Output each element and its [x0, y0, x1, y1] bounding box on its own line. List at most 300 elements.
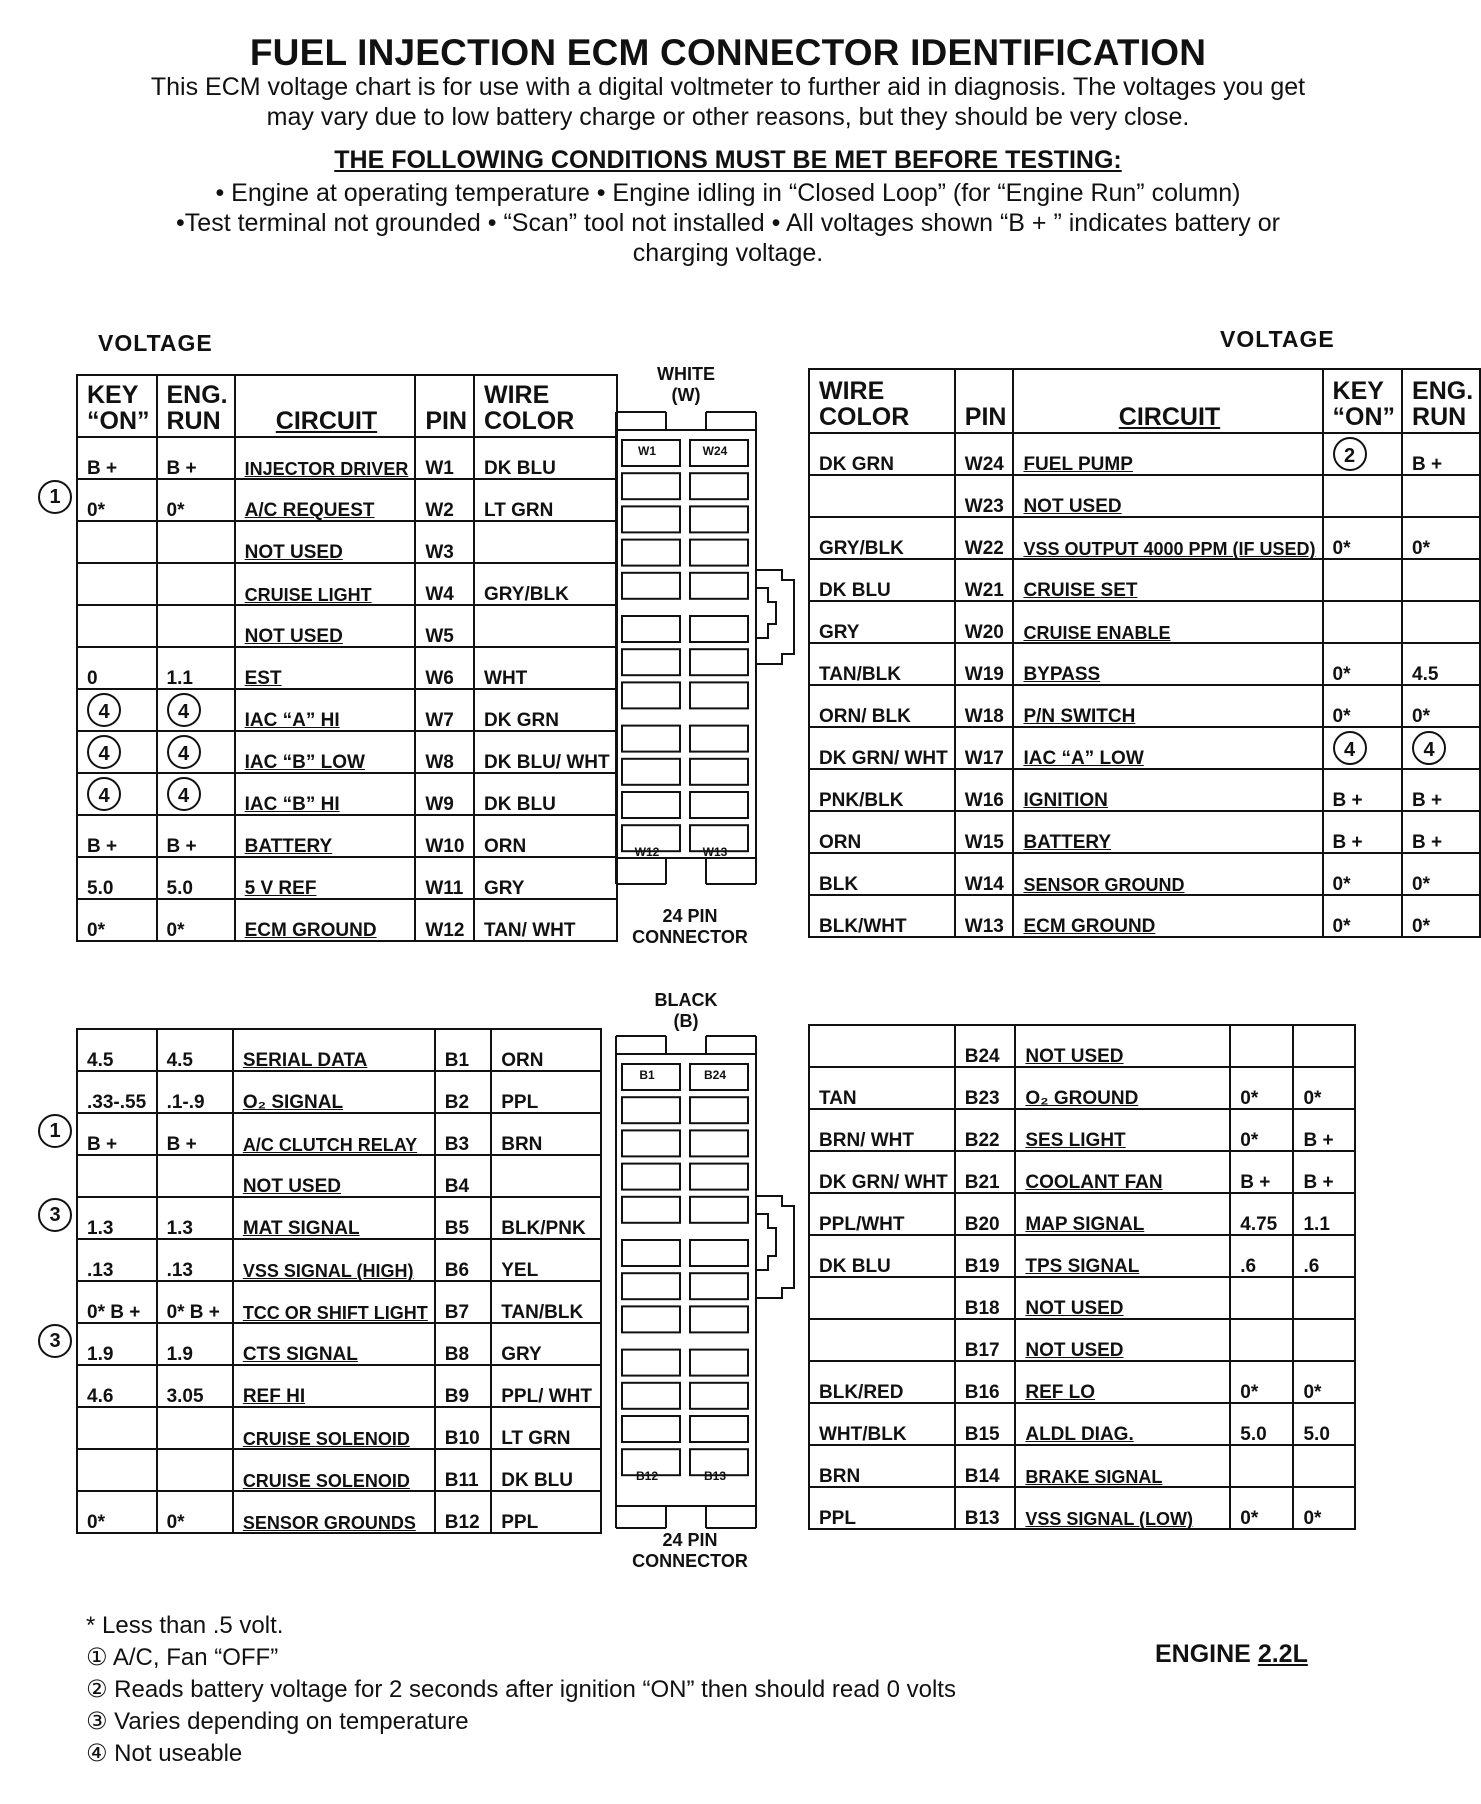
engine-prefix: ENGINE	[1155, 1640, 1251, 1668]
cell-text: W18	[964, 706, 1004, 727]
cell-key-on	[1323, 853, 1403, 895]
footnote-marker-3: 3	[38, 1324, 72, 1358]
cell-eng-run	[1293, 1445, 1355, 1487]
cell-text: B10	[444, 1428, 480, 1449]
note-circle-4: 4	[1412, 731, 1446, 765]
cell-wire	[809, 811, 955, 853]
cell-text: BRAKE SIGNAL	[1025, 1467, 1163, 1487]
cell-eng-run	[157, 563, 235, 605]
cell-key-on	[1230, 1403, 1293, 1445]
header-key-on-line1: KEY	[87, 381, 139, 409]
table-row	[809, 601, 1480, 643]
cell-wire	[491, 1449, 601, 1491]
cell-wire	[474, 899, 617, 941]
cell-key-on	[77, 1449, 157, 1491]
cell-circuit	[235, 857, 416, 899]
cell-text: W5	[425, 626, 454, 647]
cell-circuit	[235, 773, 416, 815]
cell-eng-run	[157, 1113, 233, 1155]
cell-text: 1.3	[87, 1218, 114, 1239]
black-connector-diagram	[610, 1016, 810, 1536]
cell-wire	[809, 1109, 955, 1151]
pin-cavity	[690, 1197, 748, 1223]
cell-text: NOT USED	[1025, 1298, 1124, 1319]
cell-circuit	[233, 1113, 435, 1155]
note-circle-4: 4	[87, 735, 121, 769]
cell-wire	[809, 1403, 955, 1445]
cell-text: B13	[964, 1508, 1000, 1529]
cell-eng-run	[1293, 1487, 1355, 1529]
pin-cavity	[622, 1097, 680, 1123]
table-row	[809, 517, 1480, 559]
cell-text: SENSOR GROUND	[1023, 875, 1185, 895]
cell-key-on	[1230, 1025, 1293, 1067]
cell-text: B20	[964, 1214, 1000, 1235]
cell-text: O₂ GROUND	[1025, 1088, 1139, 1109]
cell-pin	[415, 521, 474, 563]
note-circle-4: 4	[167, 735, 201, 769]
header-pin: PIN	[415, 375, 474, 437]
table-row	[77, 1365, 601, 1407]
header-eng-run-line1: ENG.	[1412, 377, 1474, 405]
cell-text: 1.1	[1303, 1214, 1330, 1235]
cell-pin	[415, 857, 474, 899]
cell-pin	[435, 1029, 491, 1071]
cell-pin	[435, 1155, 491, 1197]
pin-cavity	[622, 1416, 680, 1442]
engine-label	[1155, 1640, 1308, 1669]
pin-cavity	[690, 726, 748, 752]
cell-wire	[474, 689, 617, 731]
cell-circuit	[233, 1071, 435, 1113]
cell-circuit	[235, 521, 416, 563]
cell-key-on	[1323, 643, 1403, 685]
table-row	[809, 1151, 1355, 1193]
cell-text: ECM GROUND	[244, 920, 377, 941]
cell-text: B +	[166, 458, 197, 479]
cell-circuit	[1013, 643, 1322, 685]
cell-circuit	[1013, 727, 1322, 769]
cell-wire	[491, 1407, 601, 1449]
cell-pin	[955, 769, 1014, 811]
cell-wire	[491, 1281, 601, 1323]
cell-text: 0*	[166, 920, 185, 941]
cell-key-on	[77, 1113, 157, 1155]
cell-text: P/N SWITCH	[1023, 706, 1136, 727]
cell-text: O₂ SIGNAL	[242, 1092, 344, 1113]
cell-wire	[491, 1029, 601, 1071]
header-wire-line2: COLOR	[484, 407, 575, 435]
cell-text: B24	[964, 1046, 1000, 1067]
legend-item: * Less than .5 volt.	[86, 1612, 284, 1639]
pin-cavity	[622, 1306, 680, 1332]
cell-key-on	[77, 1239, 157, 1281]
note-circle-4: 4	[87, 777, 121, 811]
cell-eng-run	[157, 1323, 233, 1365]
cell-pin	[955, 727, 1014, 769]
cell-eng-run	[1402, 475, 1480, 517]
cell-text: B18	[964, 1298, 1000, 1319]
cell-text: BRN	[501, 1134, 543, 1155]
cell-eng-run	[1293, 1235, 1355, 1277]
cell-text: DK GRN	[484, 710, 559, 731]
cell-text: ORN/ BLK	[819, 706, 911, 727]
cell-text: GRY	[501, 1344, 542, 1365]
cell-text: W21	[964, 580, 1004, 601]
cell-text: 1.3	[166, 1218, 193, 1239]
cell-text: W8	[425, 752, 454, 773]
table-row	[809, 769, 1480, 811]
pin-label-w24: W24	[702, 444, 728, 458]
cell-pin	[415, 437, 474, 479]
conditions-line-2: •Test terminal not grounded • “Scan” tool not installed • All voltages shown “B + ” indicates battery or	[176, 209, 1280, 237]
cell-eng-run	[157, 773, 235, 815]
cell-key-on	[1323, 685, 1403, 727]
cell-eng-run	[157, 647, 235, 689]
cell-pin	[955, 1319, 1016, 1361]
cell-text: GRY	[484, 878, 525, 899]
cell-pin	[435, 1113, 491, 1155]
cell-text: NOT USED	[1025, 1340, 1124, 1361]
cell-pin	[435, 1491, 491, 1533]
pin-label-b12: B12	[635, 1469, 658, 1483]
cell-text: W11	[425, 878, 464, 899]
cell-pin	[415, 773, 474, 815]
cell-wire	[474, 815, 617, 857]
cell-pin	[955, 643, 1014, 685]
cell-text: 0*	[1412, 538, 1430, 559]
cell-eng-run	[157, 1449, 233, 1491]
header-key-on-line2: “ON”	[87, 407, 150, 435]
pin-cavity	[622, 649, 680, 675]
cell-text: W24	[964, 454, 1004, 475]
cell-text: B +	[1303, 1130, 1334, 1151]
cell-text: ALDL DIAG.	[1025, 1424, 1134, 1445]
cell-eng-run	[1293, 1277, 1355, 1319]
cell-pin	[415, 605, 474, 647]
cell-key-on	[77, 689, 157, 731]
cell-eng-run	[157, 1029, 233, 1071]
cell-circuit	[233, 1029, 435, 1071]
cell-pin	[435, 1281, 491, 1323]
black-connector-right-table	[808, 1024, 1356, 1530]
cell-eng-run	[157, 1281, 233, 1323]
pin-cavity	[690, 1306, 748, 1332]
cell-circuit	[235, 731, 416, 773]
pin-cavity	[622, 1130, 680, 1156]
cell-wire	[809, 1277, 955, 1319]
cell-text: CRUISE SET	[1023, 580, 1138, 601]
cell-circuit	[1015, 1277, 1230, 1319]
cell-pin	[955, 1109, 1016, 1151]
cell-circuit	[1013, 475, 1322, 517]
cell-text: B14	[964, 1466, 1000, 1487]
cell-text: W6	[425, 668, 454, 689]
pin-cavity	[690, 1416, 748, 1442]
cell-text: PNK/BLK	[819, 790, 904, 811]
cell-text: DK BLU	[501, 1470, 573, 1491]
cell-key-on	[1323, 601, 1403, 643]
cell-key-on	[1230, 1109, 1293, 1151]
black-connector-footer	[610, 1530, 770, 1572]
pin-cavity	[622, 1273, 680, 1299]
table-row	[809, 1319, 1355, 1361]
cell-text: W13	[964, 916, 1004, 937]
header-eng-run	[157, 375, 235, 437]
table-row	[809, 1487, 1355, 1529]
cell-text: TAN/BLK	[819, 664, 901, 685]
cell-circuit	[235, 563, 416, 605]
table-header	[77, 375, 617, 437]
cell-text: ORN	[819, 832, 862, 853]
footnote-marker-1: 1	[38, 1114, 72, 1148]
cell-text: NOT USED	[242, 1176, 341, 1197]
cell-eng-run	[1402, 895, 1480, 937]
white-connector-label-line2: (W)	[671, 385, 701, 405]
cell-wire	[474, 437, 617, 479]
pin-label-w12: W12	[634, 845, 660, 859]
cell-text: 0*	[1412, 916, 1430, 937]
cell-text: 4.5	[166, 1050, 193, 1071]
cell-wire	[491, 1239, 601, 1281]
cell-pin	[415, 899, 474, 941]
table-row	[809, 1067, 1355, 1109]
cell-circuit	[235, 899, 416, 941]
table-row	[809, 1193, 1355, 1235]
cell-eng-run	[157, 1071, 233, 1113]
black-connector-label-line2: (B)	[673, 1011, 699, 1031]
table-row	[77, 1407, 601, 1449]
cell-circuit	[1013, 769, 1322, 811]
cell-text: W23	[964, 496, 1004, 517]
table-row	[809, 895, 1480, 937]
cell-text: TAN/BLK	[501, 1302, 584, 1323]
cell-circuit	[1015, 1151, 1230, 1193]
cell-text: WHT/BLK	[819, 1424, 907, 1445]
cell-pin	[415, 479, 474, 521]
header-wire-color	[474, 375, 617, 437]
cell-key-on	[1323, 769, 1403, 811]
cell-pin	[955, 853, 1014, 895]
cell-text: BLK/RED	[819, 1382, 904, 1403]
cell-eng-run	[157, 1197, 233, 1239]
cell-circuit	[235, 647, 416, 689]
cell-text: 0*	[1240, 1088, 1259, 1109]
cell-circuit	[1013, 853, 1322, 895]
cell-key-on	[1230, 1067, 1293, 1109]
cell-key-on	[1230, 1487, 1293, 1529]
intro-line-2: may vary due to low battery charge or other reasons, but they should be very close.	[266, 103, 1190, 131]
cell-pin	[955, 895, 1014, 937]
cell-key-on	[1230, 1235, 1293, 1277]
cell-eng-run	[157, 1365, 233, 1407]
cell-wire	[809, 475, 955, 517]
pin-cavity	[690, 759, 748, 785]
cell-text: W20	[964, 622, 1004, 643]
pin-label-w13: W13	[702, 845, 728, 859]
cell-text: 1.9	[166, 1344, 193, 1365]
cell-eng-run	[1293, 1151, 1355, 1193]
cell-text: W17	[964, 748, 1004, 769]
pin-cavity	[690, 682, 748, 708]
pin-cavity	[690, 573, 748, 599]
cell-circuit	[233, 1449, 435, 1491]
note-circle-4: 4	[1333, 731, 1367, 765]
cell-wire	[474, 605, 617, 647]
cell-text: EST	[244, 668, 282, 689]
cell-wire	[809, 433, 955, 475]
cell-wire	[491, 1155, 601, 1197]
pin-cavity	[622, 726, 680, 752]
cell-pin	[955, 601, 1014, 643]
cell-text: PPL	[501, 1512, 539, 1533]
cell-text: 5.0	[166, 878, 193, 899]
cell-circuit	[1013, 517, 1322, 559]
cell-wire	[474, 773, 617, 815]
table-row	[809, 1403, 1355, 1445]
cell-key-on	[77, 1407, 157, 1449]
cell-text: PPL/WHT	[819, 1214, 905, 1235]
footnote-marker-1: 1	[38, 480, 72, 514]
table-header	[809, 369, 1480, 433]
cell-text: MAP SIGNAL	[1025, 1214, 1145, 1235]
pin-cavity	[690, 1350, 748, 1376]
header-wire-line1: WIRE	[819, 377, 885, 405]
cell-text: CTS SIGNAL	[242, 1344, 358, 1365]
cell-text: 0*	[1332, 874, 1351, 895]
table-row	[77, 563, 617, 605]
cell-eng-run	[157, 1491, 233, 1533]
header-wire-line2: COLOR	[819, 403, 910, 431]
cell-text: DK BLU	[484, 794, 556, 815]
cell-wire	[809, 1025, 955, 1067]
cell-eng-run	[157, 857, 235, 899]
cell-text: VSS SIGNAL (LOW)	[1025, 1509, 1194, 1529]
black-connector-footer-line2: CONNECTOR	[632, 1551, 748, 1571]
table-row	[809, 1109, 1355, 1151]
cell-wire	[491, 1113, 601, 1155]
cell-text: B23	[964, 1088, 1000, 1109]
cell-eng-run	[157, 731, 235, 773]
cell-text: W4	[425, 584, 454, 605]
table-row	[809, 727, 1480, 769]
table-row	[809, 1235, 1355, 1277]
cell-eng-run	[157, 1239, 233, 1281]
cell-text: B7	[444, 1302, 470, 1323]
white-connector-label-line1: WHITE	[657, 364, 715, 384]
black-connector-label-line1: BLACK	[654, 990, 718, 1010]
cell-text: 0*	[1303, 1088, 1322, 1109]
table-row	[77, 521, 617, 563]
pin-cavity	[690, 473, 748, 499]
cell-wire	[491, 1365, 601, 1407]
cell-eng-run	[1402, 559, 1480, 601]
cell-text: B17	[964, 1340, 1000, 1361]
cell-text: B +	[1240, 1172, 1271, 1193]
table-row	[77, 815, 617, 857]
pin-label-b24: B24	[703, 1068, 726, 1082]
cell-key-on	[77, 1155, 157, 1197]
cell-wire	[809, 769, 955, 811]
cell-pin	[955, 1067, 1016, 1109]
cell-eng-run	[1293, 1067, 1355, 1109]
cell-pin	[435, 1365, 491, 1407]
cell-wire	[809, 517, 955, 559]
legend-item: ④ Not useable	[86, 1740, 243, 1767]
page-title: FUEL INJECTION ECM CONNECTOR IDENTIFICATION	[249, 32, 1207, 73]
cell-key-on	[1230, 1319, 1293, 1361]
cell-pin	[415, 563, 474, 605]
cell-key-on	[1323, 727, 1403, 769]
cell-pin	[955, 1193, 1016, 1235]
cell-key-on	[1323, 433, 1403, 475]
cell-text: 0*	[87, 920, 105, 941]
cell-text: IAC “A” LOW	[1023, 748, 1144, 769]
cell-text: 4.5	[87, 1050, 114, 1071]
cell-text: BLK/PNK	[501, 1218, 586, 1239]
cell-circuit	[233, 1155, 435, 1197]
cell-text: B16	[964, 1382, 1000, 1403]
cell-key-on	[77, 479, 157, 521]
cell-pin	[415, 689, 474, 731]
cell-key-on	[1230, 1277, 1293, 1319]
cell-wire	[809, 601, 955, 643]
cell-circuit	[1013, 433, 1322, 475]
legend-item: ② Reads battery voltage for 2 seconds after ignition “ON” then should read 0 volts	[86, 1676, 956, 1703]
cell-wire	[809, 727, 955, 769]
cell-eng-run	[157, 437, 235, 479]
cell-circuit	[233, 1281, 435, 1323]
cell-wire	[474, 647, 617, 689]
cell-circuit	[1015, 1487, 1230, 1529]
cell-pin	[955, 1025, 1016, 1067]
cell-circuit	[1013, 559, 1322, 601]
header-eng-run-line2: RUN	[166, 407, 221, 435]
header-circuit: CIRCUIT	[235, 375, 416, 437]
cell-eng-run	[1293, 1361, 1355, 1403]
cell-text: 5.0	[1240, 1424, 1267, 1445]
cell-text: CRUISE SOLENOID	[242, 1429, 410, 1449]
cell-circuit	[1015, 1067, 1230, 1109]
intro-text	[50, 72, 1406, 132]
pin-cavity	[690, 540, 748, 566]
cell-text: W12	[425, 920, 465, 941]
cell-text: 0*	[166, 500, 185, 521]
cell-text: BLK/WHT	[819, 916, 907, 937]
table-row	[77, 1071, 601, 1113]
cell-text: B3	[444, 1134, 470, 1155]
pin-cavity	[622, 573, 680, 599]
pin-cavity	[690, 1383, 748, 1409]
table-row	[77, 899, 617, 941]
cell-pin	[955, 1445, 1016, 1487]
cell-text: 0*	[1240, 1382, 1259, 1403]
cell-eng-run	[1402, 727, 1480, 769]
cell-pin	[955, 1403, 1016, 1445]
cell-text: IAC “B” HI	[244, 794, 340, 815]
cell-key-on	[77, 857, 157, 899]
cell-wire	[809, 1487, 955, 1529]
cell-text: CRUISE ENABLE	[1023, 623, 1171, 643]
note-circle-4: 4	[167, 777, 201, 811]
cell-key-on	[77, 605, 157, 647]
cell-text: B12	[444, 1512, 480, 1533]
cell-text: B15	[964, 1424, 1000, 1445]
cell-eng-run	[157, 899, 235, 941]
cell-text: B8	[444, 1344, 470, 1365]
table-row	[809, 475, 1480, 517]
cell-wire	[809, 1151, 955, 1193]
